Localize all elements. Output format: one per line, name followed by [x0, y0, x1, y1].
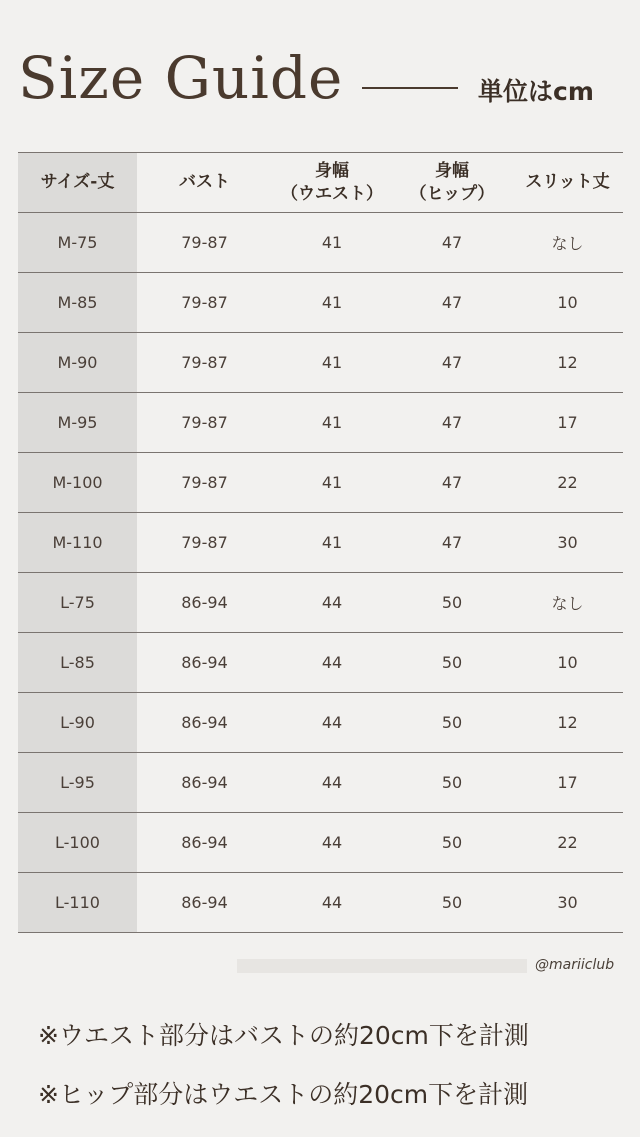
waist-width-cell: 44 — [272, 633, 392, 693]
header-sublabel: （ヒップ） — [409, 183, 495, 204]
waist-width-cell: 41 — [272, 513, 392, 573]
header-label: 身幅 — [435, 160, 469, 181]
page-title: Size Guide — [18, 44, 344, 112]
bust-cell: 86-94 — [137, 813, 272, 873]
bust-cell: 79-87 — [137, 273, 272, 333]
hip-width-cell: 50 — [392, 693, 512, 753]
hip-width-cell: 47 — [392, 393, 512, 453]
table-row — [18, 273, 623, 333]
size-cell: L-95 — [18, 753, 137, 813]
waist-width-cell: 44 — [272, 873, 392, 933]
note-hip: ※ヒップ部分はウエストの約20cm下を計測 — [38, 1080, 529, 1109]
size-table — [18, 152, 623, 933]
bust-cell: 79-87 — [137, 393, 272, 453]
waist-width-cell: 41 — [272, 393, 392, 453]
waist-width-cell: 44 — [272, 573, 392, 633]
bust-cell: 86-94 — [137, 693, 272, 753]
waist-width-cell: 41 — [272, 273, 392, 333]
header-bust — [137, 153, 272, 213]
table-body — [18, 213, 623, 933]
slit-cell: 22 — [512, 453, 623, 513]
bust-cell: 79-87 — [137, 453, 272, 513]
header-label: 身幅 — [315, 160, 349, 181]
table-row — [18, 453, 623, 513]
header-size-length — [18, 153, 137, 213]
bust-cell: 86-94 — [137, 873, 272, 933]
bust-cell: 86-94 — [137, 573, 272, 633]
hip-width-cell: 50 — [392, 753, 512, 813]
hip-width-cell: 50 — [392, 633, 512, 693]
unit-label: 単位はcm — [478, 77, 594, 106]
waist-width-cell: 44 — [272, 693, 392, 753]
slit-cell: なし — [512, 573, 623, 633]
hip-width-cell: 50 — [392, 873, 512, 933]
slit-cell: 17 — [512, 393, 623, 453]
hip-width-cell: 50 — [392, 813, 512, 873]
bust-cell: 86-94 — [137, 633, 272, 693]
slit-cell: なし — [512, 213, 623, 273]
size-cell: L-110 — [18, 873, 137, 933]
table-row — [18, 693, 623, 753]
waist-width-cell: 44 — [272, 813, 392, 873]
size-cell: M-100 — [18, 453, 137, 513]
header-width-hip — [392, 153, 512, 213]
slit-cell: 10 — [512, 633, 623, 693]
hip-width-cell: 47 — [392, 273, 512, 333]
waist-width-cell: 41 — [272, 453, 392, 513]
table-row — [18, 393, 623, 453]
header-label: サイズ-丈 — [40, 172, 115, 192]
title-divider — [362, 87, 458, 89]
note-waist: ※ウエスト部分はバストの約20cm下を計測 — [38, 1021, 529, 1050]
table-row — [18, 633, 623, 693]
size-cell: L-90 — [18, 693, 137, 753]
size-cell: M-85 — [18, 273, 137, 333]
bust-cell: 79-87 — [137, 213, 272, 273]
size-cell: L-100 — [18, 813, 137, 873]
hip-width-cell: 47 — [392, 513, 512, 573]
header-label: バスト — [179, 172, 230, 192]
slit-cell: 17 — [512, 753, 623, 813]
table-row — [18, 333, 623, 393]
bust-cell: 79-87 — [137, 333, 272, 393]
table-row — [18, 513, 623, 573]
size-cell: L-85 — [18, 633, 137, 693]
size-cell: M-110 — [18, 513, 137, 573]
size-cell: L-75 — [18, 573, 137, 633]
slit-cell: 30 — [512, 873, 623, 933]
bust-cell: 86-94 — [137, 753, 272, 813]
table-header-row — [18, 153, 623, 213]
header-slit-length — [512, 153, 623, 213]
size-cell: M-75 — [18, 213, 137, 273]
table-row — [18, 813, 623, 873]
account-handle: @mariiclub — [535, 957, 615, 973]
table-row — [18, 873, 623, 933]
waist-width-cell: 41 — [272, 333, 392, 393]
table-row — [18, 753, 623, 813]
waist-width-cell: 41 — [272, 213, 392, 273]
table-row — [18, 573, 623, 633]
slit-cell: 22 — [512, 813, 623, 873]
slit-cell: 10 — [512, 273, 623, 333]
table-row — [18, 213, 623, 273]
slit-cell: 30 — [512, 513, 623, 573]
header-sublabel: （ウエスト） — [281, 183, 383, 204]
handle-bar — [237, 959, 527, 973]
header-label: スリット丈 — [525, 172, 610, 192]
hip-width-cell: 50 — [392, 573, 512, 633]
slit-cell: 12 — [512, 333, 623, 393]
waist-width-cell: 44 — [272, 753, 392, 813]
bust-cell: 79-87 — [137, 513, 272, 573]
hip-width-cell: 47 — [392, 453, 512, 513]
size-cell: M-95 — [18, 393, 137, 453]
hip-width-cell: 47 — [392, 213, 512, 273]
header-width-waist — [272, 153, 392, 213]
size-cell: M-90 — [18, 333, 137, 393]
slit-cell: 12 — [512, 693, 623, 753]
hip-width-cell: 47 — [392, 333, 512, 393]
